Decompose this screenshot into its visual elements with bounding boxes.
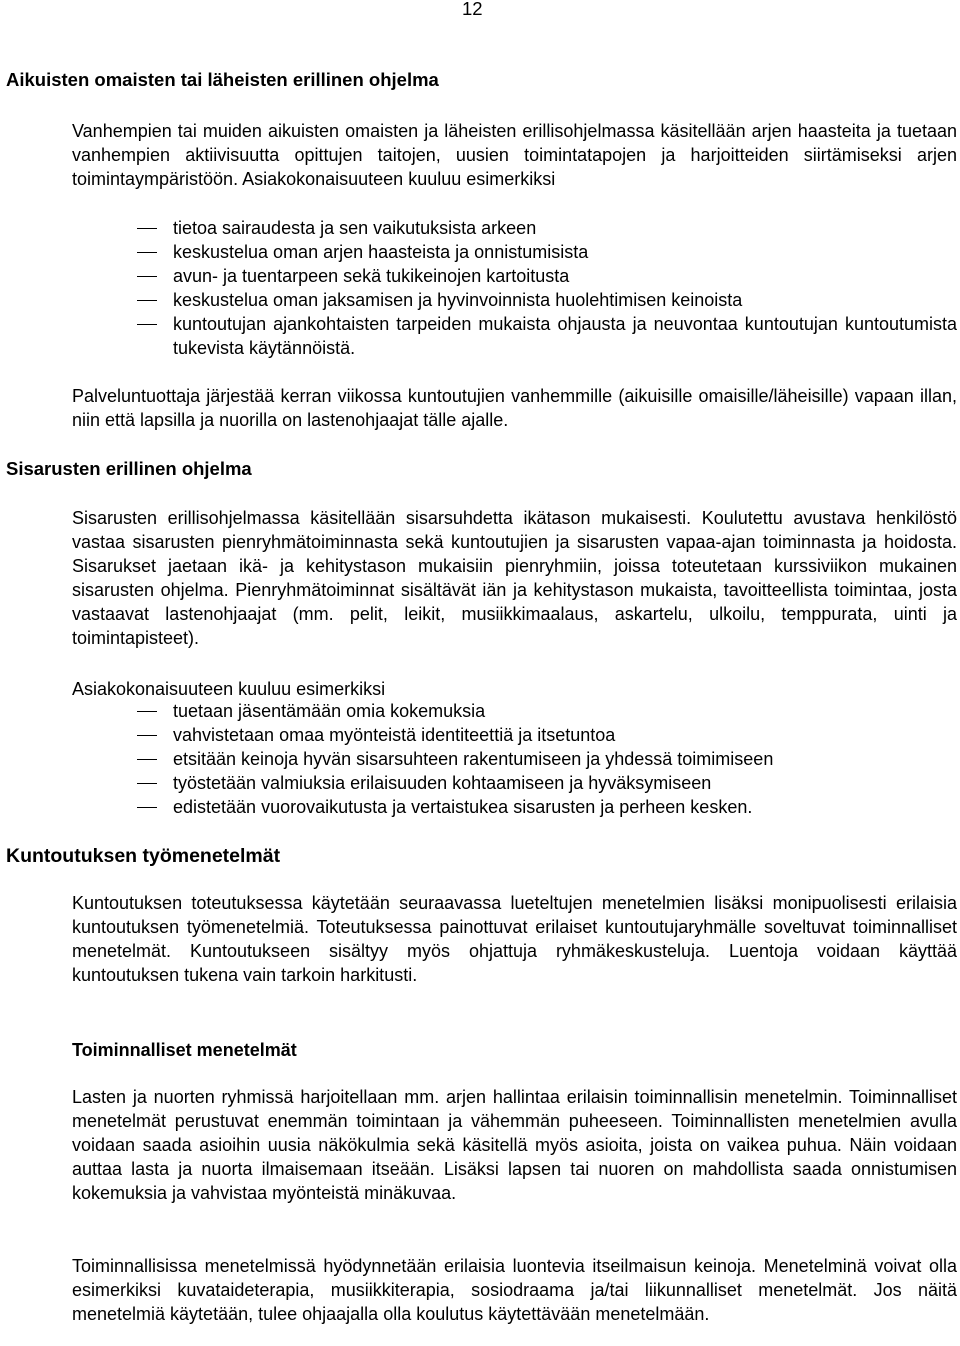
adults-closing-paragraph: Palveluntuottaja järjestää kerran viikossa kuntoutujien vanhemmille (aikuisille omaisille/läheisille) vapaan illan, niin että lapsilla ja nuorilla on lastenohjaajat tälle ajalle. — [72, 386, 957, 430]
list-item: kuntoutujan ajankohtaisten tarpeiden mukaista ohjausta ja neuvontaa kuntoutujan kuntoutumista tukevista käytännöistä. — [72, 312, 957, 360]
page-number: 12 — [462, 0, 483, 19]
functional-paragraph-2: Toiminnallisissa menetelmissä hyödynnetään erilaisia luontevia itseilmaisun keinoja. Menetelminä voivat olla esimerkiksi kuvataideterapia, musiikkiterapia, sosiodraama ja/tai liikunnalliset menetelmät. Jos näitä menetelmiä käytetään, tulee ohjaajalla olla koulutus käytettävään menetelmään. — [72, 1256, 957, 1324]
list-item: avun- ja tuentarpeen sekä tukikeinojen kartoitusta — [72, 264, 957, 288]
list-item: vahvistetaan omaa myönteistä identiteettiä ja itsetuntoa — [72, 723, 957, 747]
list-item: työstetään valmiuksia erilaisuuden kohtaamiseen ja hyväksymiseen — [72, 771, 957, 795]
list-item: tuetaan jäsentämään omia kokemuksia — [72, 699, 957, 723]
siblings-intro-paragraph: Sisarusten erillisohjelmassa käsitellään sisarsuhdetta ikätason mukaisesti. Koulutettu avustava henkilöstö vastaa sisarusten pienryhmätoiminnasta sekä kuntoutujien ja sisarusten vapaa-ajan toiminnasta ja hoidosta. Sisarukset jaetaan ikä- ja kehitystason mukaisiin pienryhmiin, joissa toteutetaan kurssiviikon mukainen sisarusten ohjelma. Pienryhmätoiminnat sisältävät iän ja kehitystason mukaista, tavoitteellista toimintaa, josta vastaavat lastenohjaajat (mm. pelit, leikit, musiikkimaalaus, askartelu, ulkoilu, temppurata, uinti ja toimintapisteet). — [72, 508, 957, 648]
adults-intro-paragraph: Vanhempien tai muiden aikuisten omaisten ja läheisten erillisohjelmassa käsitellään arjen haasteita ja tuetaan vanhempien aktiivisuutta opittujen taitojen, uusien toimintatapojen ja harjoitteiden siirtämiseksi arjen toimintaympäristöön. Asiakokonaisuuteen kuuluu esimerkiksi — [72, 121, 957, 189]
methods-intro-paragraph: Kuntoutuksen toteutuksessa käytetään seuraavassa lueteltujen menetelmien lisäksi monipuolisesti erilaisia kuntoutuksen työmenetelmiä. Toteutuksessa painottuvat erilaiset kuntoutujaryhmälle soveltuvat toiminnalliset menetelmät. Kuntoutukseen sisältyy myös ohjattuja ryhmäkeskusteluja. Luentoja voidaan käyttää kuntoutuksen tukena vain tarkoin harkitusti. — [72, 893, 957, 985]
list-item: etsitään keinoja hyvän sisarsuhteen rakentumiseen ja yhdessä toimimiseen — [72, 747, 957, 771]
siblings-topic-list — [72, 699, 957, 819]
list-item: keskustelua oman arjen haasteista ja onnistumisista — [72, 240, 957, 264]
list-item: keskustelua oman jaksamisen ja hyvinvoinnista huolehtimisen keinoista — [72, 288, 957, 312]
section-heading-siblings: Sisarusten erillinen ohjelma — [6, 458, 252, 479]
section-heading-adults: Aikuisten omaisten tai läheisten erillinen ohjelma — [6, 69, 439, 90]
section-heading-methods: Kuntoutuksen työmenetelmät — [6, 845, 281, 867]
subsection-heading-functional: Toiminnalliset menetelmät — [72, 1040, 297, 1060]
functional-paragraph-1: Lasten ja nuorten ryhmissä harjoitellaan mm. arjen hallintaa erilaisin toiminnallisin menetelmin. Toiminnalliset menetelmät perustuvat enemmän toimintaan ja vähemmän puheeseen. Toiminnallisten menetelmien avulla voidaan saada asioihin uusia näkökulmia sekä käsitellä myös asioita, joista on vaikea puhua. Näin voidaan auttaa lasta ja nuorta ilmaisemaan itseään. Lisäksi lapsen tai nuoren on mahdollista saada onnistumisen kokemuksia ja vahvistaa myönteistä minäkuvaa. — [72, 1087, 957, 1203]
list-item: tietoa sairaudesta ja sen vaikutuksista arkeen — [72, 216, 957, 240]
list-item: edistetään vuorovaikutusta ja vertaistukea sisarusten ja perheen kesken. — [72, 795, 957, 819]
adults-topic-list — [72, 216, 957, 360]
siblings-list-intro: Asiakokonaisuuteen kuuluu esimerkiksi — [72, 679, 386, 699]
